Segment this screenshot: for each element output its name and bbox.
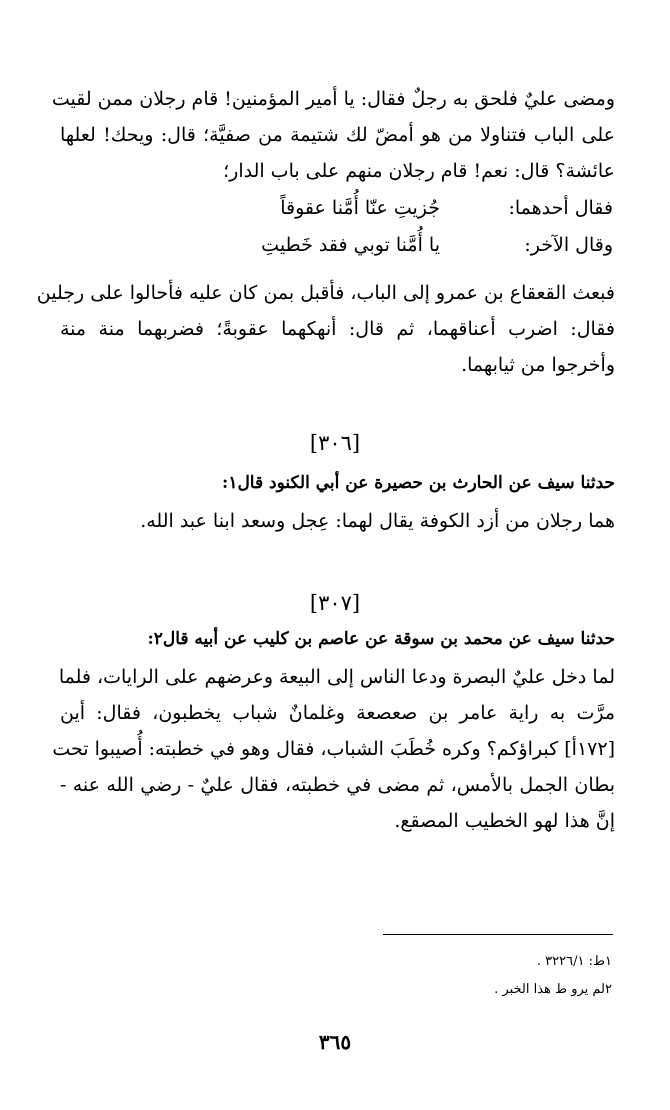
text-line: إنَّ هذا لهو الخطيب المصقع.: [394, 810, 615, 832]
footnote-1: ١ط: ٣٢٢٦/١ .: [536, 954, 612, 969]
poem-verse: يا أُمَّنا توبي فقد خَطيتِ: [261, 234, 440, 256]
poem-label: فقال أحدهما:: [508, 197, 613, 219]
text-line: فبعث القعقاع بن عمرو إلى الباب، فأقبل بمن كان عليه فأحالوا على رجلين: [36, 282, 615, 304]
text-line: ومضى عليٌ فلحق به رجلٌ فقال: يا أمير المؤمنين! قام رجلان ممن لقيت: [51, 88, 615, 110]
section-number-307: [٣٠٧]: [309, 591, 361, 615]
section-number-306: [٣٠٦]: [309, 431, 361, 455]
text-line: بطان الجمل بالأمس، ثم مضى في خطبته، فقال عليٌ - رضي الله عنه -: [60, 774, 615, 796]
text-line: وأخرجوا من ثيابهما.: [461, 354, 615, 376]
text-line: عائشة؟ قال: نعم! قام رجلان منهم على باب الدار؛: [223, 160, 615, 182]
text-line: على الباب فتناولا من هو أمضّ لك شتيمة من صفيَّة؛ قال: ويحك! لعلها: [60, 124, 615, 146]
text-line: لما دخل عليٌ البصرة ودعا الناس إلى البيعة وعرضهم على الرايات، فلما: [58, 666, 615, 688]
page-number: ٣٦٥: [318, 1030, 352, 1054]
text-line: [١٧٢أ] كبراؤكم؟ وكره خُطَبَ الشباب، فقال وهو في خطبته: أُصيبوا تحت: [52, 738, 615, 760]
footnote-2: ٢لم يرو ط هذا الخبر .: [494, 982, 612, 997]
poem-verse: جُزيتِ عنّا أُمَّنا عقوقاً: [280, 197, 440, 219]
isnad-307: حدثنا سيف عن محمد بن سوقة عن عاصم بن كليب عن أبيه قال٢:: [147, 629, 615, 649]
isnad-306: حدثنا سيف عن الحارث بن حصيرة عن أبي الكنود قال١:: [222, 473, 615, 493]
text-line: هما رجلان من أزد الكوفة يقال لهما: عِجل وسعد ابنا عبد الله.: [140, 510, 615, 532]
text-line: فقال: اضرب أعناقهما، ثم قال: أنهكهما عقوبةً؛ فضربهما منة منة: [60, 318, 615, 340]
text-line: مرَّت به راية عامر بن صعصعة وغلمانٌ شباب يخطبون، فقال: أين: [60, 702, 615, 724]
poem-label: وقال الآخر:: [524, 234, 613, 256]
footnote-divider: [383, 934, 613, 935]
